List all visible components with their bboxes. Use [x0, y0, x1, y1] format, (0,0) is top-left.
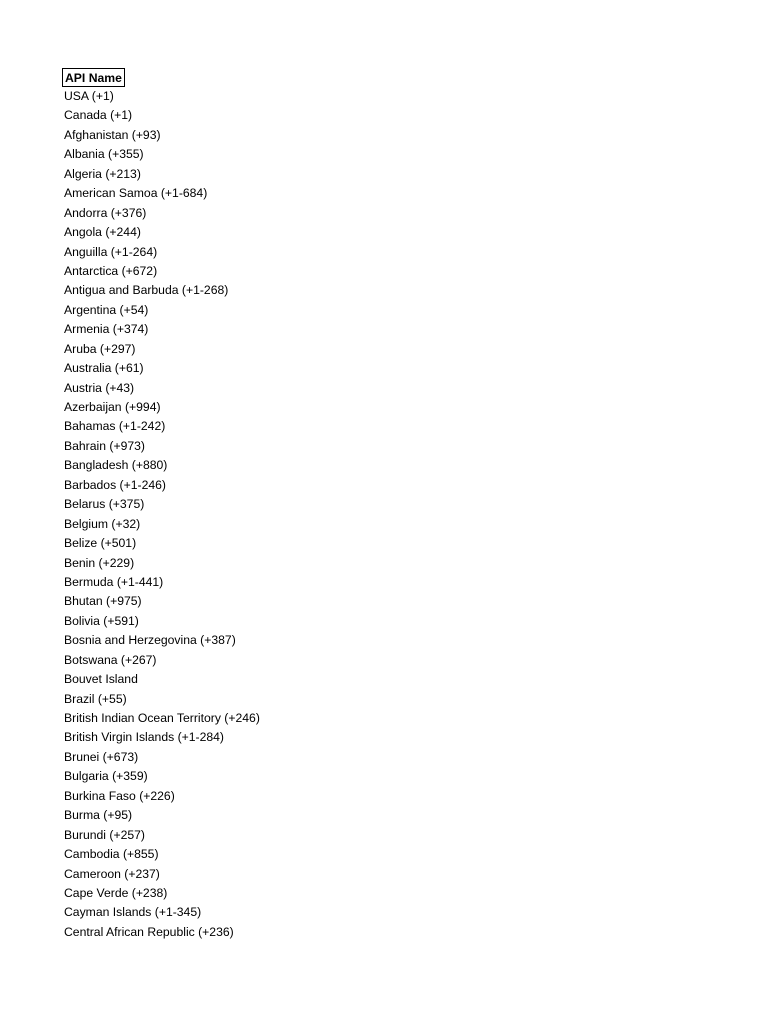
- list-item[interactable]: Botswana (+267): [64, 652, 157, 667]
- list-item[interactable]: Cambodia (+855): [64, 847, 159, 862]
- list-item[interactable]: Antigua and Barbuda (+1-268): [64, 283, 229, 298]
- list-item[interactable]: Albania (+355): [64, 147, 144, 162]
- list-item[interactable]: Angola (+244): [64, 225, 141, 240]
- list-item[interactable]: Cameroon (+237): [64, 866, 160, 881]
- list-item[interactable]: Bermuda (+1-441): [64, 574, 164, 589]
- list-item[interactable]: USA (+1): [64, 89, 114, 103]
- list-item[interactable]: Azerbaijan (+994): [64, 400, 161, 414]
- list-item[interactable]: Armenia (+374): [64, 322, 149, 337]
- country-code-list: [62, 87, 702, 942]
- list-item[interactable]: Burundi (+257): [64, 827, 145, 842]
- list-item[interactable]: Argentina (+54): [64, 302, 149, 317]
- list-item[interactable]: Australia (+61): [64, 361, 144, 376]
- list-item[interactable]: Belgium (+32): [64, 516, 141, 531]
- list-item[interactable]: Anguilla (+1-264): [64, 244, 158, 259]
- list-item[interactable]: Austria (+43): [64, 380, 135, 395]
- list-item[interactable]: Central African Republic (+236): [64, 924, 234, 939]
- list-item[interactable]: Cape Verde (+238): [64, 885, 168, 900]
- list-item[interactable]: Antarctica (+672): [64, 263, 158, 278]
- list-item[interactable]: Bhutan (+975): [64, 594, 142, 609]
- list-item[interactable]: Bahamas (+1-242): [64, 419, 166, 434]
- list-item[interactable]: Burkina Faso (+226): [64, 788, 175, 803]
- list-item[interactable]: Canada (+1): [64, 108, 133, 123]
- list-item[interactable]: Benin (+229): [64, 555, 135, 570]
- list-item[interactable]: Belarus (+375): [64, 497, 145, 512]
- list-item[interactable]: British Indian Ocean Territory (+246): [64, 711, 260, 725]
- list-item[interactable]: Aruba (+297): [64, 341, 136, 356]
- list-item[interactable]: Brunei (+673): [64, 749, 139, 764]
- list-item[interactable]: Brazil (+55): [64, 691, 127, 706]
- list-item[interactable]: Afghanistan (+93): [64, 127, 161, 142]
- list-item[interactable]: Cayman Islands (+1-345): [64, 905, 202, 920]
- list-item[interactable]: Bolivia (+591): [64, 613, 139, 628]
- list-item[interactable]: Bangladesh (+880): [64, 458, 168, 473]
- spreadsheet-page: [62, 68, 702, 942]
- list-item[interactable]: Bulgaria (+359): [64, 769, 148, 784]
- column-header-api-name[interactable]: API Name: [62, 68, 125, 87]
- list-item[interactable]: Burma (+95): [64, 808, 133, 823]
- list-item[interactable]: Barbados (+1-246): [64, 477, 166, 492]
- list-item[interactable]: Algeria (+213): [64, 166, 141, 181]
- list-item[interactable]: American Samoa (+1-684): [64, 186, 208, 201]
- list-item[interactable]: Belize (+501): [64, 536, 137, 551]
- list-item[interactable]: Bouvet Island: [64, 672, 138, 687]
- list-item[interactable]: Andorra (+376): [64, 205, 147, 220]
- list-item[interactable]: Bahrain (+973): [64, 438, 145, 453]
- list-item[interactable]: British Virgin Islands (+1-284): [64, 730, 224, 745]
- list-item[interactable]: Bosnia and Herzegovina (+387): [64, 633, 236, 648]
